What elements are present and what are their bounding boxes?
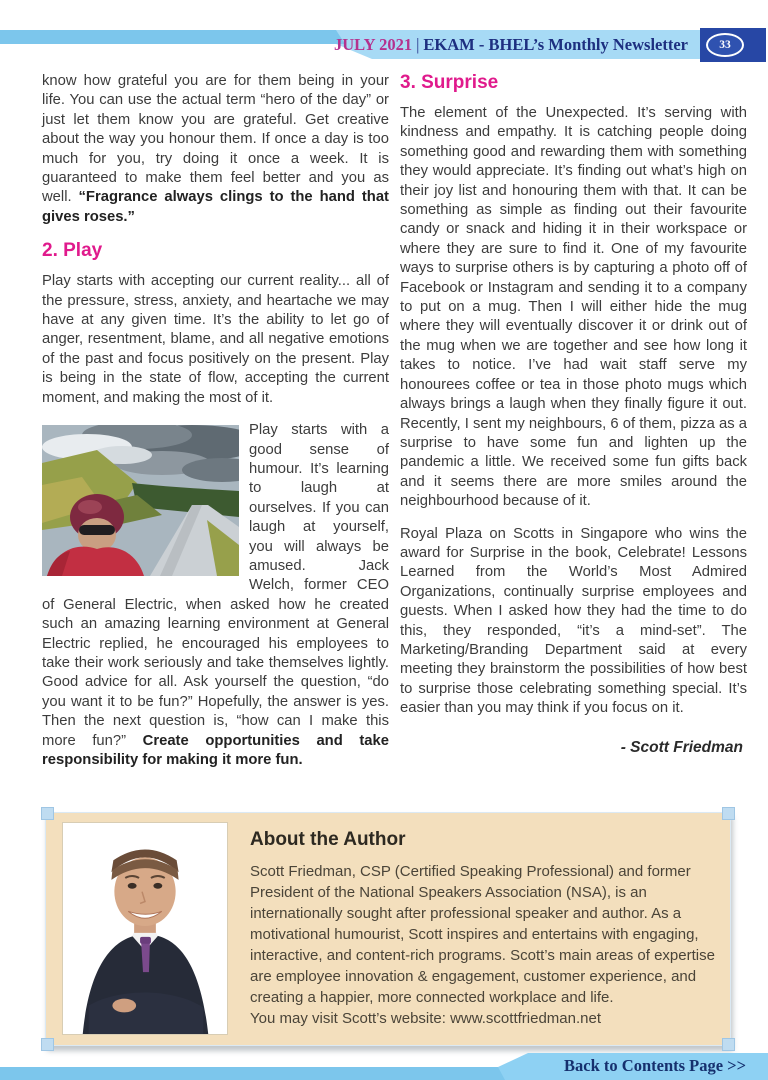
article-body — [42, 72, 747, 783]
jack-welch-text: Jack Welch, former CEO of General Electric, when asked how he created such an amazing learning environment at General Electric replied, he encouraged his employees to take their work seriously and take themselves lightly. Good advice for all. Ask yourself the question, “do you want it to be fun?” Hopefully, the answer is yes. Then the next question is, “how can I make this more fun?” — [42, 557, 389, 749]
newsletter-title: EKAM - BHEL’s Monthly Newsletter — [423, 35, 688, 54]
corner-ornament-icon — [722, 807, 735, 820]
author-website-line: You may visit Scott’s website: www.scottfriedman.net — [250, 1010, 601, 1027]
left-column — [42, 72, 389, 783]
header-separator: | — [416, 35, 420, 54]
about-author-heading: About the Author — [250, 829, 406, 850]
about-author-box — [45, 812, 731, 1046]
corner-ornament-icon — [41, 807, 54, 820]
paragraph-surprise: The element of the Unexpected. It’s serving with kindness and empathy. It is catching people doing something good and rewarding them with something they would appreciate. It’s finding out what’s high on their joy list and honouring them with that. It can be something as simple as finding out their favourite candy or snack and hiding it in their workspace or where they are sure to find it. One of my favourite ways to surprise others is by capturing a photo off of Facebook or Instagram and sending it to a company to put on a mug. Then I will either hide the mug where they will eventually discover it or drink out of the mug when we are together and see how long it takes to notice. I’ve had wait staff serve my honourees coffee or tea in those photo mugs which always brings a laugh when they finally figure it out. Recently, I sent my neighbours, 6 of them, pizza as a surprise to have some fun and lighten up the pandemic a little. We received some fun gifts back and it seems there are more smiles around the neighbourhood because of it. — [400, 105, 747, 510]
back-to-contents-link[interactable]: Back to Contents Page >> — [564, 1056, 746, 1075]
heading-surprise: 3. Surprise — [400, 72, 499, 93]
author-byline: - Scott Friedman — [620, 738, 743, 756]
paragraph-gratitude — [42, 72, 389, 227]
gratitude-quote: “Fragrance always clings to the hand that gives roses.” — [42, 189, 389, 225]
page-number-box — [700, 28, 766, 62]
fun-quote: Create opportunities and take responsibility for making it more fun. — [42, 732, 389, 768]
corner-ornament-icon — [722, 1038, 735, 1051]
paragraph-humour — [42, 421, 389, 770]
paragraph-play: Play starts with accepting our current reality... all of the pressure, stress, anxiety, and heartache we may have at any given time. It’s the ability to let go of anger, resentment, blame, and all negative emotions of the past and focus positively on the present. Play is being in the state of flow, accepting the current moment, and making the most of it. — [42, 273, 389, 406]
author-content — [228, 822, 716, 1037]
issue-date: JULY 2021 — [334, 35, 413, 54]
paragraph-royal-plaza: Royal Plaza on Scotts in Singapore who wins the award for Surprise in the book, Celebrate! Lessons Learned from the World’s Most Admired Organizations, continually surprise employees and guests. When I asked how they had the time to do this, they responded, “it’s a mind-set”. The Marketing/Branding Department said at every meeting they brainstorm the possibilities of how best to surprise those celebrating something special. It’s easier than you may think if you focus on it. — [400, 525, 747, 717]
page-number-badge: 33 — [706, 33, 744, 57]
humour-wrap-text: Play starts with a good sense of humour. It’s learning to laugh at ourselves. If you can laugh at yourself, you will always be amused. — [249, 422, 389, 574]
cyclist-selfie-photo — [42, 425, 239, 576]
scott-friedman-portrait — [62, 822, 228, 1035]
corner-ornament-icon — [41, 1038, 54, 1051]
author-bio: Scott Friedman, CSP (Certified Speaking Professional) and former President of the National Speakers Association (NSA), is an internationally sought after professional speaker and author. As a motivational humourist, Scott inspires and entertains with engaging, interactive, and content-rich programs. Scott’s main areas of expertise are employee innovation & engagement, customer experience, and creating a happier, more connected workplace and life. — [250, 863, 715, 1006]
gratitude-text: know how grateful you are for them being in your life. You can use the actual term “hero of the day” or just let them know you are grateful. Get creative about the way you honour them. If once a day is too much for you, try doing it once a week. It is guaranteed to make them feel better and you as well. — [42, 73, 389, 206]
scott-friedman-illustration — [63, 823, 227, 1034]
heading-play: 2. Play — [42, 240, 103, 262]
right-column — [400, 72, 747, 783]
header-title-bar — [0, 33, 688, 56]
footer-accent-strip — [0, 1067, 505, 1080]
cyclist-selfie-illustration — [42, 425, 239, 576]
